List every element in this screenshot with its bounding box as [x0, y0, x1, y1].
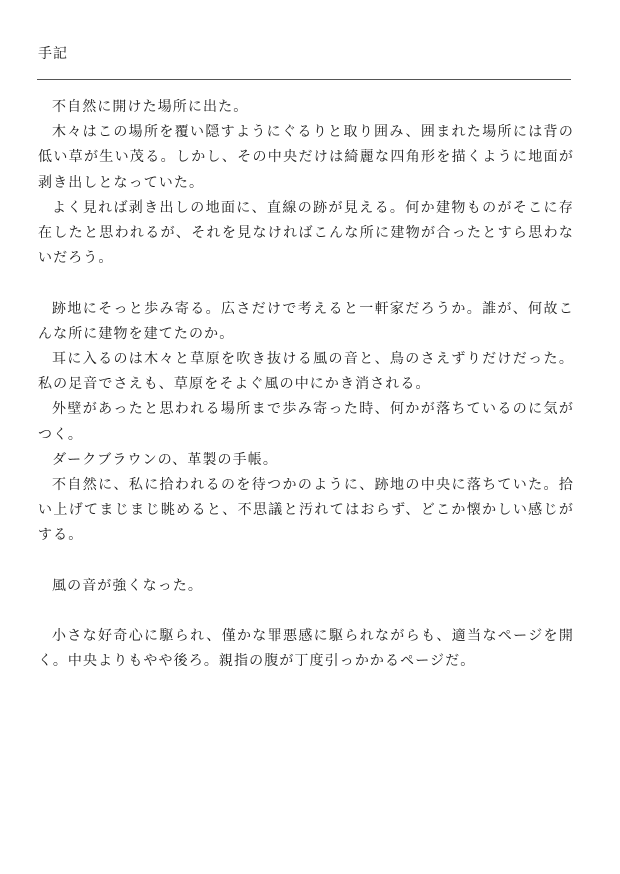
paragraph-blank	[38, 271, 574, 296]
document-title: 手記	[38, 46, 68, 62]
paragraph: 耳に入るのは木々と草原を吹き抜ける風の音と、鳥のさえずりだけだった。私の足音でさえも、草原をそよぐ風の中にかき消される。	[38, 351, 574, 393]
paragraph: 木々はこの場所を覆い隠すようにぐるりと取り囲み、囲まれた場所には背の低い草が生い茂る。しかし、その中央だけは綺麗な四角形を描くように地面が剥き出しとなっていた。	[38, 124, 574, 191]
paragraph: 外壁があったと思われる場所まで歩み寄った時、何かが落ちているのに気がつく。	[38, 401, 574, 443]
paragraph: よく見れば剥き出しの地面に、直線の跡が見える。何か建物ものがそこに存在したと思われるが、それを見なければこんな所に建物が合ったとすら思わないだろう。	[38, 199, 574, 267]
paragraph-blank	[38, 599, 574, 624]
paragraph: 小さな好奇心に駆られ、僅かな罪悪感に駆られながらも、適当なページを開く。中央よりもやや後ろ。親指の腹が丁度引っかかるページだ。	[38, 628, 574, 670]
paragraph: 跡地にそっと歩み寄る。広さだけで考えると一軒家だろうか。誰が、何故こんな所に建物を建てたのか。	[38, 300, 574, 342]
title-divider	[37, 79, 571, 80]
paragraph: ダークブラウンの、革製の手帳。	[52, 451, 278, 468]
paragraph: 風の音が強くなった。	[52, 577, 203, 594]
paragraph: 不自然に開けた場所に出た。	[52, 99, 249, 115]
paragraph-blank	[38, 549, 574, 574]
paragraph: 不自然に、私に拾われるのを待つかのように、跡地の中央に落ちていた。拾い上げてまじまじ眺めると、不思議と汚れてはおらず、どこか懐かしい感じがする。	[38, 477, 574, 544]
document-body	[38, 95, 574, 675]
